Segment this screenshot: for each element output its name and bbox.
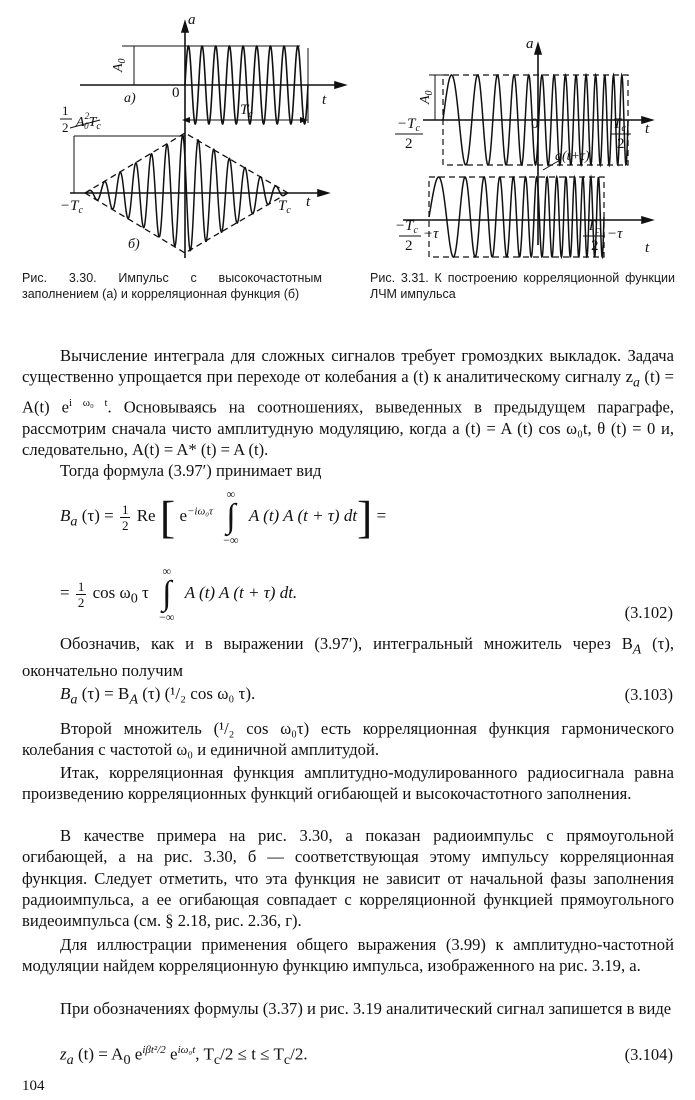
paragraph-1: Вычисление интеграла для сложных сигналов требует громоздких выкладок. Задача существенно упрощается при переходе от колебания a (t) к аналитическому сигналу $z_a$ (t) = A(t) $e^{i \omega_0 t}$. Основываясь на соотношениях, выведенных в предыдущем параграфе, рассмотрим сначала чисто амплитудную модуляцию, когда a (t) = A (t) cos ω₀t, θ (t) = 0 и, следовательно, A(t) = A* (t) = A (t). (22, 346, 675, 460)
label-t-right: t (645, 121, 650, 137)
paragraph-2: Тогда формула (3.97′) принимает вид (60, 461, 322, 480)
label-A0-right: $A_0$ (418, 90, 435, 104)
label-Tc-right: $T_c$ (278, 198, 291, 216)
arrow-t-upper (335, 82, 345, 88)
paragraph-6: В качестве примера на рис. 3.30, а показан радиоимпульс с прямоугольной огибающей, а на рис. 3.30, б — соответствующая этому импульсу корреляционная функция. Следует отметить, что эта функция не зависит от начальной фазы заполнения радиоимпульса, а ее огибающая совпадает с корреляционной функцией прямоугольного видеоимпульса (см. § 2.18, рис. 2.36, г). (22, 826, 674, 931)
svg-text:−τ: −τ (423, 226, 439, 242)
equation-3-104: $z_a$ $(t) = A_0$ $e^{i\beta t^2/2}$ $e^{i\omega_0t}$, $T_c/2 \le t \le T_c/2$. (60, 1044, 308, 1069)
paragraph-7: Для иллюстрации применения общего выражения (3.99) к амплитудно-частотной модуляции найдем корреляционную функцию импульса, изображенного на рис. 3.19, а. (22, 935, 674, 976)
page-number: 104 (22, 1078, 45, 1094)
label-tau-expr: a(t+τ) (555, 149, 590, 164)
label-zero: 0 (172, 85, 180, 101)
svg-text:−Tc: $-T_c$ (395, 218, 418, 236)
caption-fig-3-30: Рис. 3.30. Импульс с высокочастотным заполнением (а) и корреляционная функция (б) (22, 271, 322, 301)
figure-3-30 (60, 8, 350, 263)
svg-text:−τ: −τ (607, 226, 623, 242)
label-zero-right: 0 (531, 116, 539, 132)
label-t2: t (306, 194, 311, 210)
label-Tc: $T_c$ (240, 102, 253, 120)
label-a: a (188, 12, 196, 28)
equation-number-3-103: (3.103) (624, 685, 673, 704)
caption-fig-3-31: Рис. 3.31. К построению корреляционной функции ЛЧМ импульса (370, 271, 675, 301)
svg-text:Tc: $T_c$ (613, 116, 626, 134)
label-a-right: a (526, 36, 534, 52)
figure-3-31 (395, 20, 680, 260)
label-t2-right: t (645, 240, 650, 256)
paragraph-5: Итак, корреляционная функция амплитудно-модулированного радиосигнала равна произведению корреляционных функций огибающей и высокочастотного заполнения. (22, 763, 674, 804)
equation-number-3-104: (3.104) (624, 1045, 673, 1064)
svg-text:2: 2 (617, 136, 625, 152)
svg-text:2: 2 (405, 136, 413, 152)
equation-3-103: $B_a$ $(\tau) = B_A$ (τ) (¹/₂ cos ω₀ τ). (60, 684, 256, 708)
svg-text:Tc: $T_c$ (587, 218, 600, 236)
label-half-num: 1 (62, 103, 69, 118)
label-coef: $A^2$ $0T_c$ (76, 111, 101, 132)
svg-text:2: 2 (591, 238, 599, 254)
label-minus-Tc: $-T_c$ (60, 198, 83, 216)
arrow-t-lower (318, 190, 328, 196)
label-t: t (322, 92, 327, 108)
equation-3-102-line2: = $\frac{1}{2}$ $\cos \omega_0$ τ ∞ ∫ −∞ A (t) A (t + τ) dt. (60, 564, 298, 624)
lfm-pulse-lower (429, 177, 604, 257)
svg-text:−Tc: $-T_c$ (397, 116, 420, 134)
equation-3-102-line1: $B_a$ (τ) = $\frac{1}{2}$ Re [ $e^{-i\omega_0\tau}$ ∞ ∫ −∞ A (t) A (t + τ) dt] = (60, 487, 387, 547)
sub-b: б) (128, 237, 140, 252)
label-half-den: 2 (62, 120, 69, 135)
label-A0: $A_0$ (111, 58, 128, 72)
paragraph-4: Второй множитель (¹/₂ cos ω₀τ) есть корреляционная функция гармонического колебания с частотой ω₀ и единичной амплитудой. (22, 719, 674, 760)
svg-text:2: 2 (405, 238, 413, 254)
sub-a: a) (124, 91, 136, 106)
equation-number-3-102: (3.102) (624, 603, 673, 622)
paragraph-3: Обозначив, как и в выражении (3.97′), интегральный множитель через $B_A$ (τ), окончательно получим (22, 634, 674, 680)
paragraph-8: При обозначениях формулы (3.37) и рис. 3.19 аналитический сигнал запишется в виде (60, 999, 672, 1018)
